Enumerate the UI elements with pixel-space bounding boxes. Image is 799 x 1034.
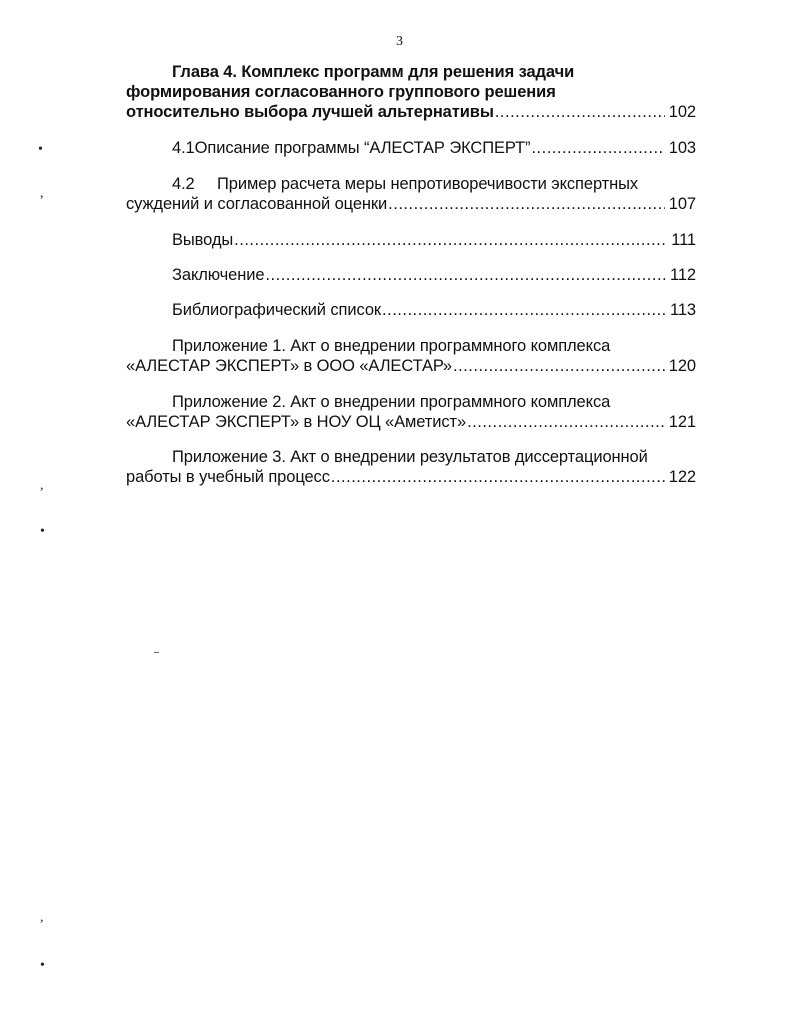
appendix-1-title-line-2: «АЛЕСТАР ЭКСПЕРТ» в ООО «АЛЕСТАР» bbox=[126, 357, 452, 375]
toc-entry-final bbox=[126, 265, 696, 285]
dot-leader bbox=[467, 412, 665, 432]
bibliography-page: 113 bbox=[669, 301, 696, 319]
dot-leader bbox=[265, 265, 666, 285]
dot-leader bbox=[388, 194, 665, 214]
section-4-2-page: 107 bbox=[668, 195, 696, 213]
appendix-1-title-line-1: Приложение 1. Акт о внедрении программного комплекса bbox=[172, 337, 611, 355]
dot-leader bbox=[234, 230, 667, 250]
appendix-1-leader-line bbox=[126, 356, 696, 376]
toc-entry-conclusions bbox=[126, 230, 696, 250]
appendix-3-page: 122 bbox=[668, 468, 696, 486]
final-title: Заключение bbox=[172, 266, 265, 284]
dot-leader bbox=[531, 138, 664, 158]
section-4-2-number: 4.2 bbox=[172, 175, 195, 193]
toc-entry-bibliography bbox=[126, 300, 696, 320]
appendix-3-title-line-2: работы в учебный процесс bbox=[126, 468, 330, 486]
scan-mark: • bbox=[40, 524, 45, 539]
scan-mark: • bbox=[38, 142, 43, 157]
chapter-4-title-line-2: формирования согласованного группового решения bbox=[126, 83, 556, 101]
scan-speck bbox=[154, 652, 159, 653]
dot-leader bbox=[382, 300, 666, 320]
conclusions-leader-line bbox=[126, 230, 696, 250]
toc-entry-appendix-3 bbox=[126, 447, 696, 487]
scan-mark: , bbox=[40, 186, 44, 201]
appendix-1-page: 120 bbox=[668, 357, 696, 375]
bibliography-title: Библиографический список bbox=[172, 301, 382, 319]
section-4-1-leader-line bbox=[126, 138, 696, 158]
toc-entry-chapter-4 bbox=[126, 62, 696, 122]
section-4-2-title-line-2: суждений и согласованной оценки bbox=[126, 195, 388, 213]
bibliography-leader-line bbox=[126, 300, 696, 320]
section-4-2-leader-line bbox=[126, 194, 696, 214]
dot-leader bbox=[495, 102, 665, 122]
scan-mark: , bbox=[40, 478, 44, 493]
conclusions-title: Выводы bbox=[172, 231, 234, 249]
appendix-2-page: 121 bbox=[668, 413, 696, 431]
section-4-2-title-line-1: Пример расчета меры непротиворечивости экспертных bbox=[217, 175, 639, 193]
chapter-4-title-line-1: Глава 4. Комплекс программ для решения задачи bbox=[172, 63, 575, 81]
appendix-2-leader-line bbox=[126, 412, 696, 432]
section-4-1-number: 4.1 bbox=[172, 139, 195, 157]
scan-mark: • bbox=[40, 958, 45, 973]
toc-entry-section-4-1 bbox=[126, 138, 696, 158]
section-4-2-line-1 bbox=[126, 174, 696, 194]
appendix-2-title-line-2: «АЛЕСТАР ЭКСПЕРТ» в НОУ ОЦ «Аметист» bbox=[126, 413, 467, 431]
toc-entry-section-4-2 bbox=[126, 174, 696, 214]
final-leader-line bbox=[126, 265, 696, 285]
chapter-4-leader-line bbox=[126, 102, 696, 122]
dot-leader bbox=[453, 356, 665, 376]
page-number: 3 bbox=[396, 34, 403, 49]
dot-leader bbox=[331, 467, 665, 487]
section-4-1-title: Описание программы “АЛЕСТАР ЭКСПЕРТ” bbox=[194, 139, 531, 157]
conclusions-page: 111 bbox=[671, 231, 696, 249]
appendix-3-leader-line bbox=[126, 467, 696, 487]
toc-entry-appendix-2 bbox=[126, 392, 696, 432]
appendix-3-title-line-1: Приложение 3. Акт о внедрении результатов диссертационной bbox=[172, 448, 648, 466]
chapter-4-title-line-3: относительно выбора лучшей альтернативы bbox=[126, 103, 494, 121]
section-4-1-page: 103 bbox=[668, 139, 696, 157]
scan-mark: , bbox=[40, 910, 44, 925]
appendix-2-title-line-1: Приложение 2. Акт о внедрении программного комплекса bbox=[172, 393, 611, 411]
chapter-4-page: 102 bbox=[668, 103, 696, 121]
toc-entry-appendix-1 bbox=[126, 336, 696, 376]
final-page: 112 bbox=[669, 266, 696, 284]
